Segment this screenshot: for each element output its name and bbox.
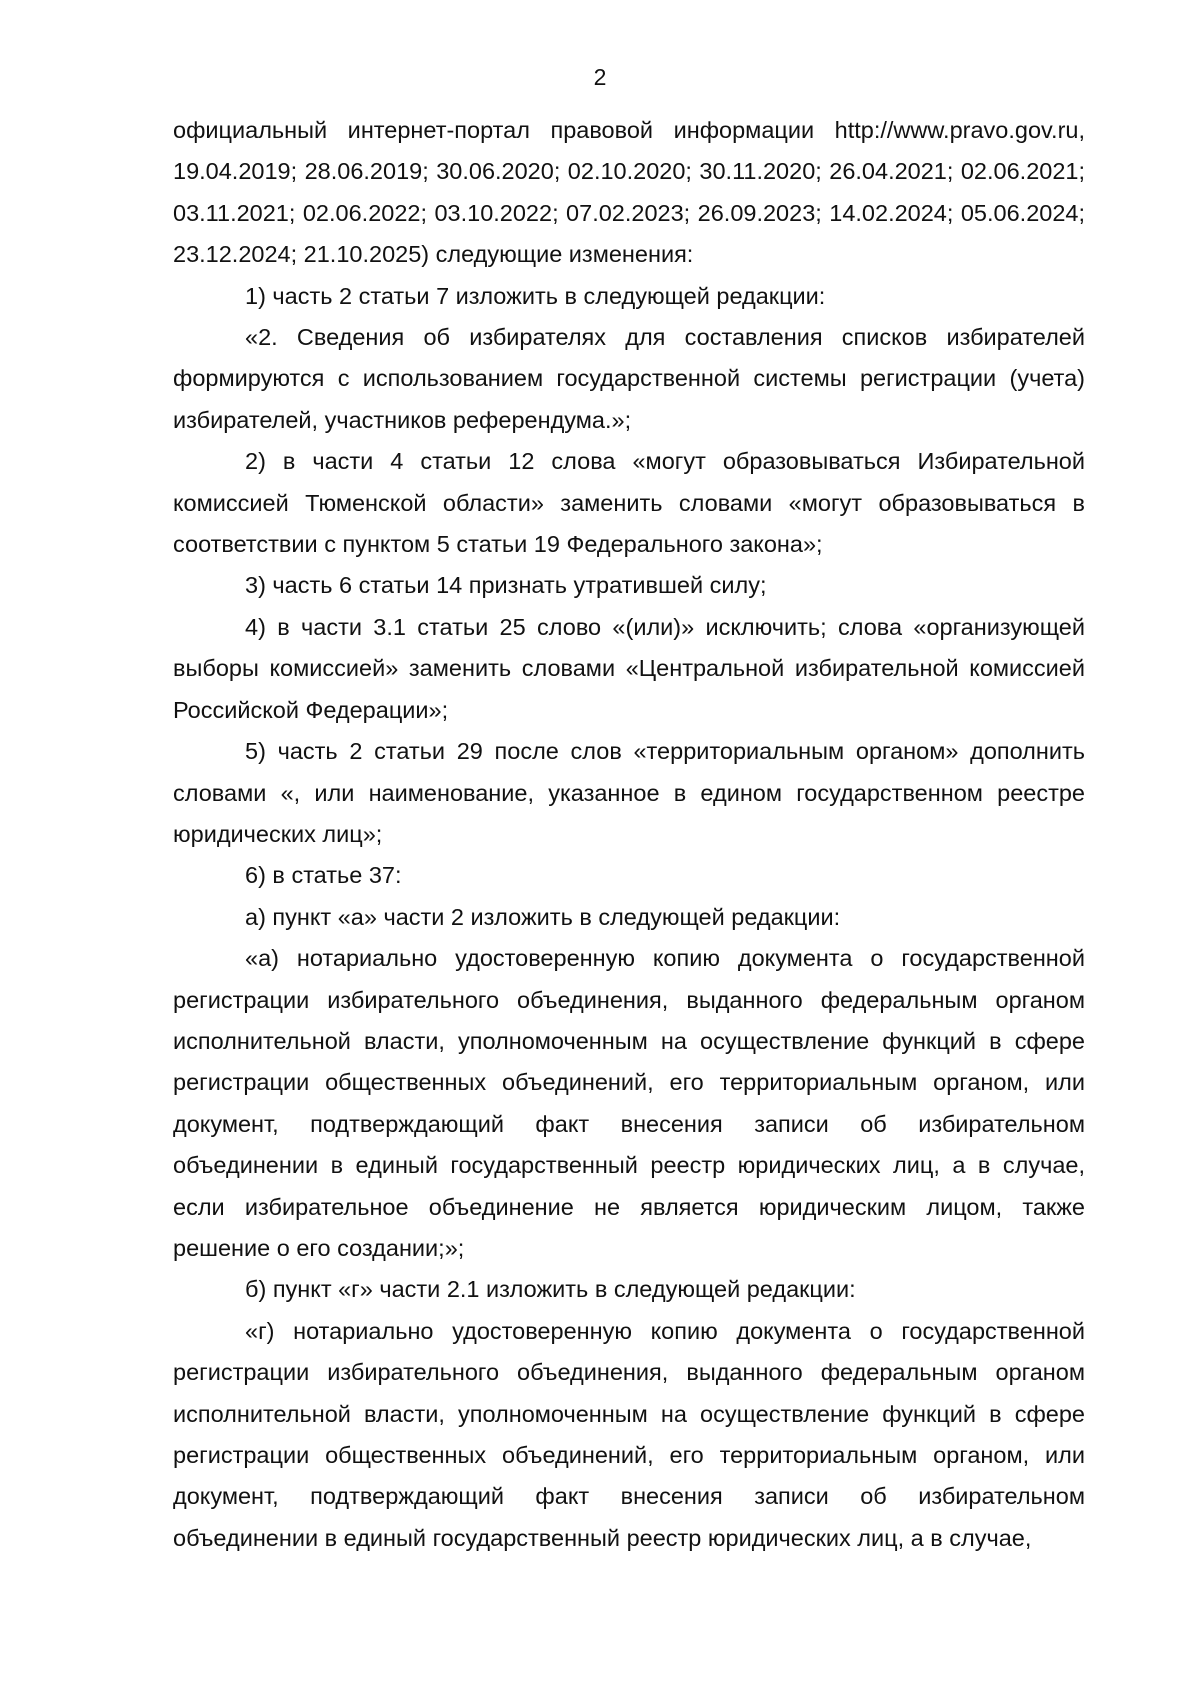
paragraph-item-1-text: «2. Сведения об избирателях для составления списков избирателей формируются с использованием государственной системы регистрации (учета) избирателей, участников референдума.»;: [173, 324, 1085, 433]
paragraph-item-4: 4) в части 3.1 статьи 25 слово «(или)» исключить; слова «организующей выборы комиссией» заменить словами «Центральной избирательной комиссией Российской Федерации»;: [173, 613, 1085, 723]
document-body: [173, 110, 1085, 1559]
paragraph-item-2: 2) в части 4 статьи 12 слова «могут образовываться Избирательной комиссией Тюменской области» заменить словами «могут образовываться в соответствии с пунктом 5 статьи 19 Федерального закона»;: [173, 448, 1085, 558]
paragraph-subitem-b: б) пункт «г» части 2.1 изложить в следующей редакции:: [245, 1276, 856, 1303]
paragraph-item-1: 1) часть 2 статьи 7 изложить в следующей редакции:: [245, 282, 826, 309]
paragraph-subitem-a-text: «а) нотариально удостоверенную копию документа о государственной регистрации избирательного объединения, выданного федеральным органом исполнительной власти, уполномоченным на осуществление функций в сфере регистрации общественных объединений, его территориальным органом, или документ, подтверждающий факт внесения записи об избирательном объединении в единый государственный реестр юридических лиц, а в случае, если избирательное объединение не является юридическим лицом, также решение о его создании;»;: [173, 945, 1085, 1261]
paragraph-item-3: 3) часть 6 статьи 14 признать утратившей силу;: [245, 572, 767, 599]
paragraph-subitem-b-text: «г) нотариально удостоверенную копию документа о государственной регистрации избирательного объединения, выданного федеральным органом исполнительной власти, уполномоченным на осуществление функций в сфере регистрации общественных объединений, его территориальным органом, или документ, подтверждающий факт внесения записи об избирательном объединении в единый государственный реестр юридических лиц, а в случае,: [173, 1317, 1085, 1551]
paragraph-subitem-a: а) пункт «а» части 2 изложить в следующей редакции:: [245, 903, 841, 930]
page-number: 2: [593, 64, 607, 90]
paragraph-sources-list: официальный интернет-портал правовой информации http://www.pravo.gov.ru, 19.04.2019; 28.06.2019; 30.06.2020; 02.10.2020; 30.11.2020; 26.04.2021; 02.06.2021; 03.11.2021; 02.06.2022; 03.10.2022; 07.02.2023; 26.09.2023; 14.02.2024; 05.06.2024; 23.12.2024; 21.10.2025) следующие изменения:: [173, 117, 1085, 268]
paragraph-item-6: 6) в статье 37:: [245, 862, 402, 889]
paragraph-item-5: 5) часть 2 статьи 29 после слов «территориальным органом» дополнить словами «, или наименование, указанное в едином государственном реестре юридических лиц»;: [173, 738, 1085, 847]
